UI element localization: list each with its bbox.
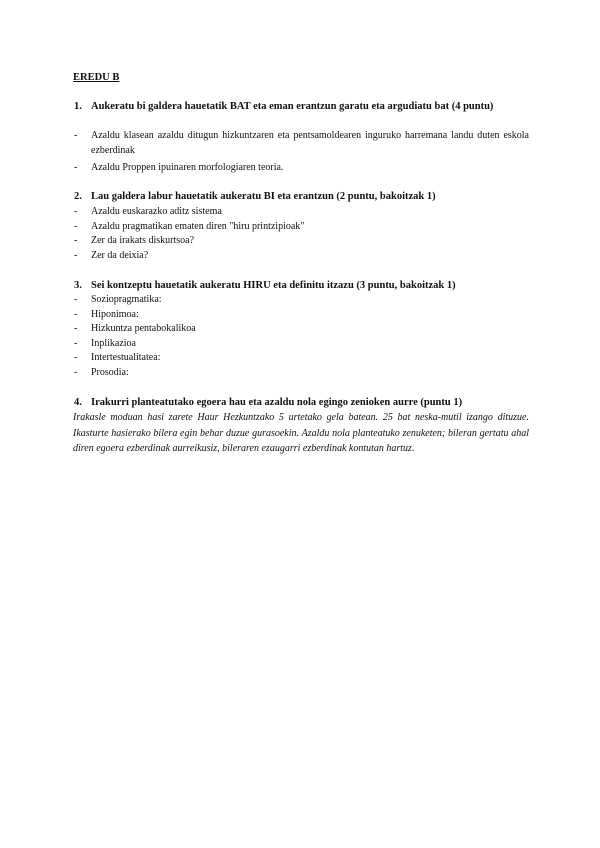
question-4-text: Irakurri planteatutako egoera hau eta azaldu nola egingo zenioken aurre (puntu 1) (91, 397, 463, 408)
question-1-title (74, 100, 529, 113)
question-1-text: Aukeratu bi galdera hauetatik BAT eta eman erantzun garatu eta argudiatu bat (4 puntu) (91, 101, 494, 112)
question-2-items (74, 205, 529, 263)
question-3-items (74, 293, 529, 381)
list-item: - Hizkuntza pentabokalikoa (74, 323, 196, 335)
list-item: - Azaldu klasean azaldu ditugun hizkuntzaren eta pentsamoldearen inguruko harremana landu duten eskola ezberdinak (74, 130, 529, 156)
question-3-title (74, 279, 529, 292)
list-item: - Prosodia: (74, 366, 129, 378)
exam-heading: EREDU B (73, 72, 120, 83)
list-item: - Azaldu Proppen ipuinaren morfologiaren teoria. (74, 162, 284, 174)
question-4-scenario: Irakasle moduan hasi zarete Haur Hezkuntzako 5 urtetako gela batean. 25 bat neska-mutil izango dituzue. Ikasturte hasierako bilera egin behar duzue gurasoekin. Azaldu nola planteatuko zenuketen; bileran gertatu ahal diren egoera ezberdinak aurreikusiz, bileraren ezaugarri ezberdinak kontutan hartuz. (73, 412, 529, 454)
list-item: - Hiponimoa: (74, 308, 139, 320)
question-1-number: 1. (74, 101, 82, 112)
list-item: - Intertestualitatea: (74, 352, 161, 364)
list-item: - Inplikazioa (74, 337, 136, 349)
question-2-number: 2. (74, 191, 82, 202)
question-3-text: Sei kontzeptu hauetatik aukeratu HIRU eta definitu itzazu (3 puntu, bakoitzak 1) (91, 280, 456, 291)
question-2-text: Lau galdera labur hauetatik aukeratu BI eta erantzun (2 puntu, bakoitzak 1) (91, 191, 436, 202)
list-item: - Azaldu euskarazko aditz sistema (74, 206, 222, 217)
list-item: - Azaldu pragmatikan ematen diren "hiru printzipioak" (74, 220, 305, 232)
list-item: - Soziopragmatika: (74, 294, 162, 305)
question-3-number: 3. (74, 280, 82, 291)
list-item: - Zer da irakats diskurtsoa? (74, 235, 195, 247)
question-4-number: 4. (74, 397, 82, 408)
list-item: - Zer da deixia? (74, 249, 149, 261)
question-2-title (74, 190, 529, 203)
question-1-items (74, 129, 529, 176)
question-4-title (74, 396, 529, 409)
